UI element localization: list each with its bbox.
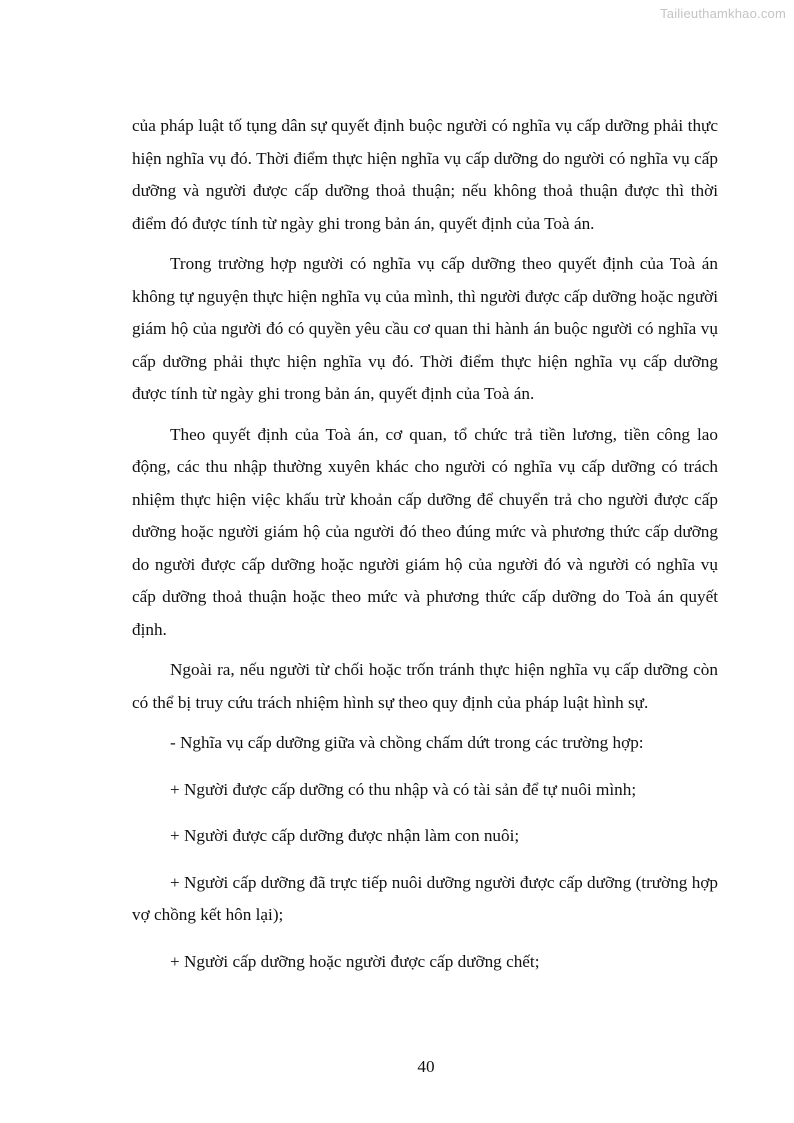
paragraph-3: Theo quyết định của Toà án, cơ quan, tổ chức trả tiền lương, tiền công lao động, các thu nhập thường xuyên khác cho người có nghĩa vụ cấp dưỡng có trách nhiệm thực hiện việc khấu trừ khoản cấp dưỡng để chuyển trả cho người được cấp dưỡng hoặc người giám hộ của người đó theo đúng mức và phương thức cấp dưỡng do người được cấp dưỡng hoặc người giám hộ của người đó và người có nghĩa vụ cấp dưỡng thoả thuận hoặc theo mức và phương thức cấp dưỡng do Toà án quyết định.: [132, 424, 718, 639]
paragraph-2: Trong trường hợp người có nghĩa vụ cấp dưỡng theo quyết định của Toà án không tự nguyện thực hiện nghĩa vụ của mình, thì người được cấp dưỡng hoặc người giám hộ của người đó có quyền yêu cầu cơ quan thi hành án buộc người có nghĩa vụ cấp dưỡng phải thực hiện nghĩa vụ đó. Thời điểm thực hiện nghĩa vụ cấp dưỡng được tính từ ngày ghi trong bản án, quyết định của Toà án.: [132, 254, 718, 403]
list-item: + Người cấp dưỡng đã trực tiếp nuôi dưỡng người được cấp dưỡng (trường hợp vợ chồng kết hôn lại);: [132, 872, 718, 924]
list-item: + Người được cấp dưỡng có thu nhập và có tài sản để tự nuôi mình;: [170, 779, 637, 799]
paragraph-1: của pháp luật tố tụng dân sự quyết định buộc người có nghĩa vụ cấp dưỡng phải thực hiện nghĩa vụ đó. Thời điểm thực hiện nghĩa vụ cấp dưỡng do người có nghĩa vụ cấp dưỡng và người được cấp dưỡng thoả thuận; nếu không thoả thuận được thì thời điểm đó được tính từ ngày ghi trong bản án, quyết định của Toà án.: [132, 116, 718, 233]
watermark: Tailieuthamkhao.com: [660, 6, 786, 21]
list-item: + Người cấp dưỡng hoặc người được cấp dưỡng chết;: [170, 951, 540, 971]
list-item: + Người được cấp dưỡng được nhận làm con nuôi;: [170, 826, 520, 845]
paragraph-4: Ngoài ra, nếu người từ chối hoặc trốn tránh thực hiện nghĩa vụ cấp dưỡng còn có thể bị truy cứu trách nhiệm hình sự theo quy định của pháp luật hình sự.: [132, 660, 718, 712]
list-heading: - Nghĩa vụ cấp dưỡng giữa và chồng chấm dứt trong các trường hợp:: [170, 733, 644, 752]
page-number: 40: [417, 1057, 435, 1076]
document-body: [132, 110, 718, 992]
